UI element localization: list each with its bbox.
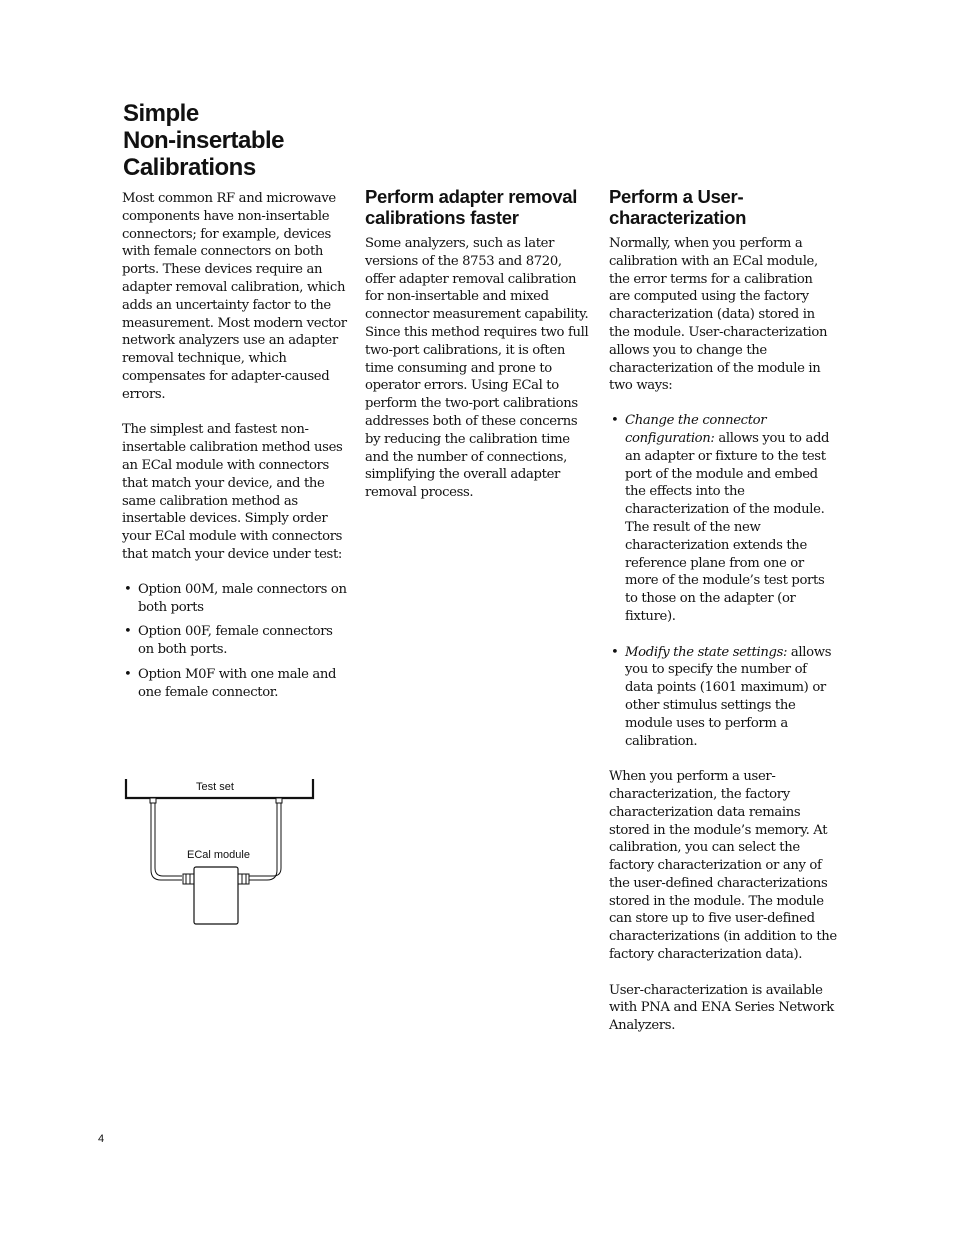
column-2: [365, 186, 595, 502]
page-title: [123, 100, 353, 181]
list-item: • Option M0F with one male and one female connector.: [122, 666, 350, 702]
list-item: [609, 412, 837, 626]
option-list: [122, 581, 350, 702]
section-heading-user-characterization: [609, 186, 837, 228]
heading-line: Perform a User-: [609, 186, 744, 207]
left-cable: [151, 803, 182, 880]
left-port-connector: [150, 798, 156, 803]
column-3-paragraph-2: When you perform a user-characterization, the factory characterization data remains stored in the module’s memory. At calibration, you can select the factory characterization or any of the user-defined characterizations stored in the module. The module can store up to five user-defined characterizations (in addition to the factory characterization data).: [609, 769, 837, 963]
column-1-paragraph-1: Most common RF and microwave components have non-insertable connectors; for example, devices with female connectors on both ports. These devices require an adapter removal calibration, which adds an uncertainty factor to the measurement. Most modern vector network analyzers use an adapter removal technique, which compensates for adapter-caused errors.: [122, 191, 347, 402]
bullet-label: Change the connector configuration:: [625, 413, 767, 446]
section-heading-adapter-removal: [365, 186, 595, 228]
bullet-text: allows you to add an adapter or fixture to the test port of the module and embed the effects into the characterization of the module. The result of the new characterization extends the reference plane from one or more of the module’s test ports to those on the adapter (or fixture).: [625, 430, 830, 624]
bullet-label: Modify the state settings:: [625, 644, 788, 660]
right-cable: [248, 803, 277, 880]
left-module-connector: [183, 874, 194, 884]
page-number: 4: [98, 1133, 105, 1145]
column-2-paragraph-1: Some analyzers, such as later versions of the 8753 and 8720, offer adapter removal calibration for non-insertable and mixed connector measurement capability. Since this method requires two full two-port calibrations, it is often time consuming and prone to operator errors. Using ECal to perform the two-port calibrations addresses both of these concerns by reducing the calibration time and the number of connections, simplifying the overall adapter removal process.: [365, 236, 589, 501]
right-module-connector: [238, 874, 249, 884]
list-item: [609, 644, 837, 751]
test-set-label: Test set: [196, 781, 234, 793]
bullet-text: allows you to specify the number of data points (1601 maximum) or other stimulus settings the module uses to perform a calibration.: [625, 644, 832, 749]
heading-line: Perform adapter removal: [365, 186, 578, 207]
column-1: [122, 190, 350, 709]
page-title-line-3: Calibrations: [123, 154, 256, 181]
column-3: [609, 186, 837, 1035]
heading-line: characterization: [609, 207, 747, 228]
column-3-paragraph-1: Normally, when you perform a calibration with an ECal module, the error terms for a calibration are computed using the factory characterization (data) stored in the module. User-characterization allows you to change the characterization of the module in two ways:: [609, 236, 828, 394]
ecal-module-label: ECal module: [187, 849, 250, 861]
list-item: • Option 00F, female connectors on both ports.: [122, 623, 350, 659]
right-port-connector: [276, 798, 282, 803]
column-1-paragraph-2: The simplest and fastest non-insertable calibration method uses an ECal module with connectors that match your device, and the same calibration method as insertable devices. Simply order your ECal module with connectors that match your device under test:: [122, 422, 343, 562]
page-title-line-2: Non-insertable: [123, 127, 285, 154]
column-3-paragraph-3: User-characterization is available with PNA and ENA Series Network Analyzers.: [609, 982, 834, 1034]
page-title-line-1: Simple: [123, 100, 199, 127]
ecal-module-box: [194, 867, 238, 924]
heading-line: calibrations faster: [365, 207, 519, 228]
user-characterization-options: [609, 412, 837, 750]
ecal-connection-diagram: [120, 772, 320, 932]
list-item: • Option 00M, male connectors on both ports: [122, 581, 350, 617]
